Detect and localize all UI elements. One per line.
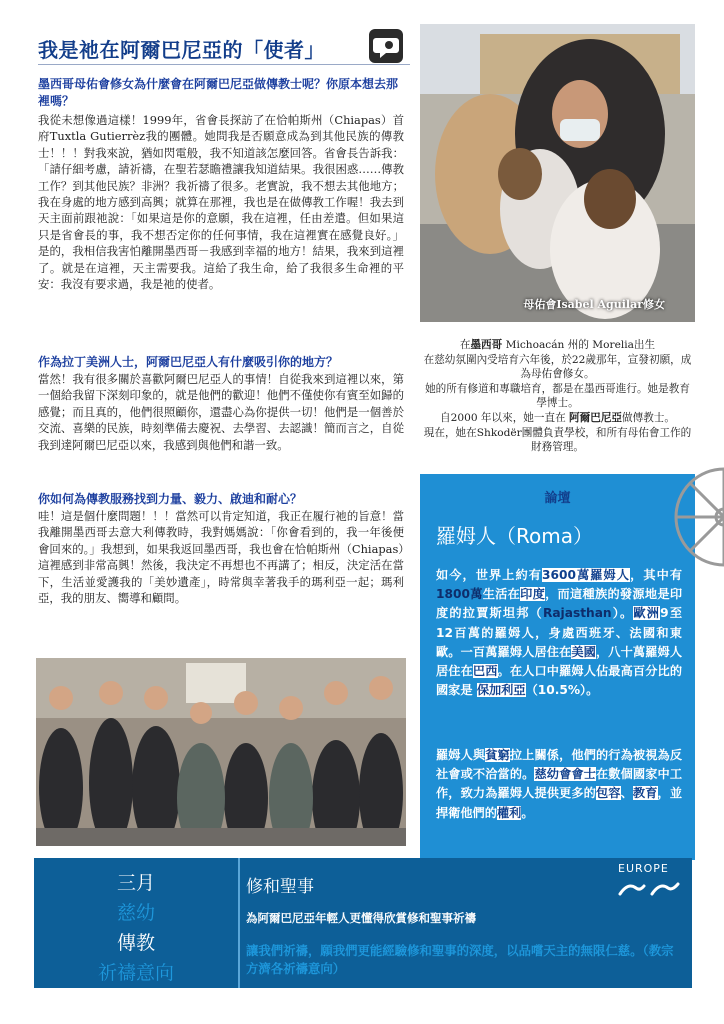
question-2: 作為拉丁美洲人士，阿爾巴尼亞人有什麼吸引你的地方？	[38, 355, 339, 369]
question-3: 你如何為傳教服務找到力量、毅力、啟迪和耐心？	[38, 492, 303, 506]
roma-paragraph-2: 羅姆人與貧窮拉上關係，他們的行為被視為反社會或不洽當的。慈幼會會士在數個國家中工作，致力為羅姆人提供更多的包容、教育，並捍衛他們的權利。	[436, 748, 683, 820]
bio-text: Michoacán 州的 Morelia出生	[502, 339, 656, 351]
bio-text: 在	[459, 339, 471, 351]
chat-bubble-icon	[368, 28, 404, 64]
sister-bio	[420, 338, 695, 455]
wheel-icon	[660, 462, 724, 572]
banner-divider	[238, 858, 240, 988]
answer-3: 哇！這是個什麼問題！！！當然可以肯定知道，我正在履行祂的旨意！當我離開墨西哥去意大利傳教時，我對媽媽說：「你會看到的，我一年後便會回來的。」我想到，如果我返回墨西哥，我也會在恰帕斯州（Chiapas）這裡感到非常高興！然後，我決定不再想也不再講了；相反，決定活在當下，生活並愛護我的「美妙遺產」，時常與幸著我手的瑪利亞一起；瑪利亞，我的朋友、嚮導和顧問。	[38, 509, 404, 606]
salesian-label: 慈幼	[116, 902, 155, 924]
bio-text: 做傳教士。	[622, 411, 675, 424]
bio-text: 自2000 年以來，她一直在	[440, 411, 570, 424]
bio-text: 她的所有修道和專職培育，都是在墨西哥進行。她是教育學博士。	[425, 382, 690, 410]
roma-title: 羅姆人（Roma）	[436, 524, 593, 548]
sister-hug-photo	[420, 24, 695, 322]
mission-label: 傳教	[116, 932, 155, 954]
banner-intention: 為阿爾巴尼亞年輕人更懂得欣賞修和聖事祈禱	[246, 911, 476, 925]
answer-1: 我從未想像過這樣！1999年，省會長探訪了在恰帕斯州（Chiapas）首府Tuxtla Gutierrèz我的團體。她問我是否願意成為到其他民族的傳教士！！！對我來說，猶如閃電般，我不知道該怎麼回答。省會長告訴我：「請仔細考慮，請祈禱，在聖若瑟瞻禮讓我知道結果。我很困惑……傳教工作？到其他民族？非洲？我祈禱了很多。老實說，我不想去其他地方；我在身處的地方感到高興；就算在那裡，我也是在做傳教工作喔！我去到天主面前跟祂說：「如果這是你的意願，我在這裡，任由差遣。但如果這只是省會長的事，我不想否定你的任何事情，我在這裡實在感覺良好。」是的，我相信我害怕離開墨西哥－我感到幸福的地方！結果，我來到這裡了。就是在這裡，天主需要我。這給了我生命，給了我很多生命裡的平安：我沒有要求過，我是祂的使者。	[38, 113, 404, 292]
forum-label: 論壇	[544, 491, 571, 506]
bio-text: 在慈幼氛圍內受培育六年後，於22歲那年，宣發初願，成為母佑會修女。	[423, 353, 692, 381]
photo-caption: 母佑會Isabel Aguilar修女	[523, 298, 665, 311]
question-1: 墨西哥母佑會修女為什麼會在阿爾巴尼亞做傳教士呢？你原本想去那裡嗎？	[38, 77, 399, 108]
europe-logo-icon	[618, 878, 684, 898]
page-title: 我是祂在阿爾巴尼亞的「使者」	[38, 38, 325, 62]
month-label: 三月	[116, 872, 155, 894]
title-divider	[38, 64, 410, 65]
banner-pope-intention: 讓我們祈禱，願我們更能經驗修和聖事的深度，以品嚐天主的無限仁慈。（教宗方濟各祈禱意向）	[246, 943, 674, 976]
banner-heading: 修和聖事	[246, 877, 314, 897]
group-photo	[36, 658, 406, 846]
prayer-intention-label: 祈禱意向	[97, 962, 174, 984]
europe-label: EUROPE	[618, 862, 669, 875]
bio-text: 現在，她在Shkodër團體負責學校，和所有母佑會工作的財務管理。	[423, 426, 692, 454]
answer-2: 當然！我有很多關於喜歡阿爾巴尼亞人的事情！自從我來到這裡以來，第一個給我留下深刻印象的，就是他們的歡迎！他們不僅使你有賓至如歸的感覺；而且真的，他們很照顧你，還盡心為你提供一切！他們是一個善於交流、喜樂的民族，時刻準備去慶祝、去學習、去認識！簡而言之，自從我到達阿爾巴尼亞以來，我感到與他們和諧一致。	[38, 372, 404, 452]
bio-country: 阿爾巴尼亞	[569, 411, 623, 424]
roma-paragraph-1: 如今，世界上約有3600萬羅姆人，其中有1800萬生活在印度，而這種族的發源地是印度的拉賈斯坦邦（Rajasthan）。歐洲9至12百萬的羅姆人，身處西班牙、法國和東歐。一百萬羅姆人居住在美國，八十萬羅姆人居住在巴西。在人口中羅姆人佔最高百分比的國家是 保加利亞（10.5%）。	[436, 568, 683, 698]
bio-country: 墨西哥	[470, 339, 503, 351]
